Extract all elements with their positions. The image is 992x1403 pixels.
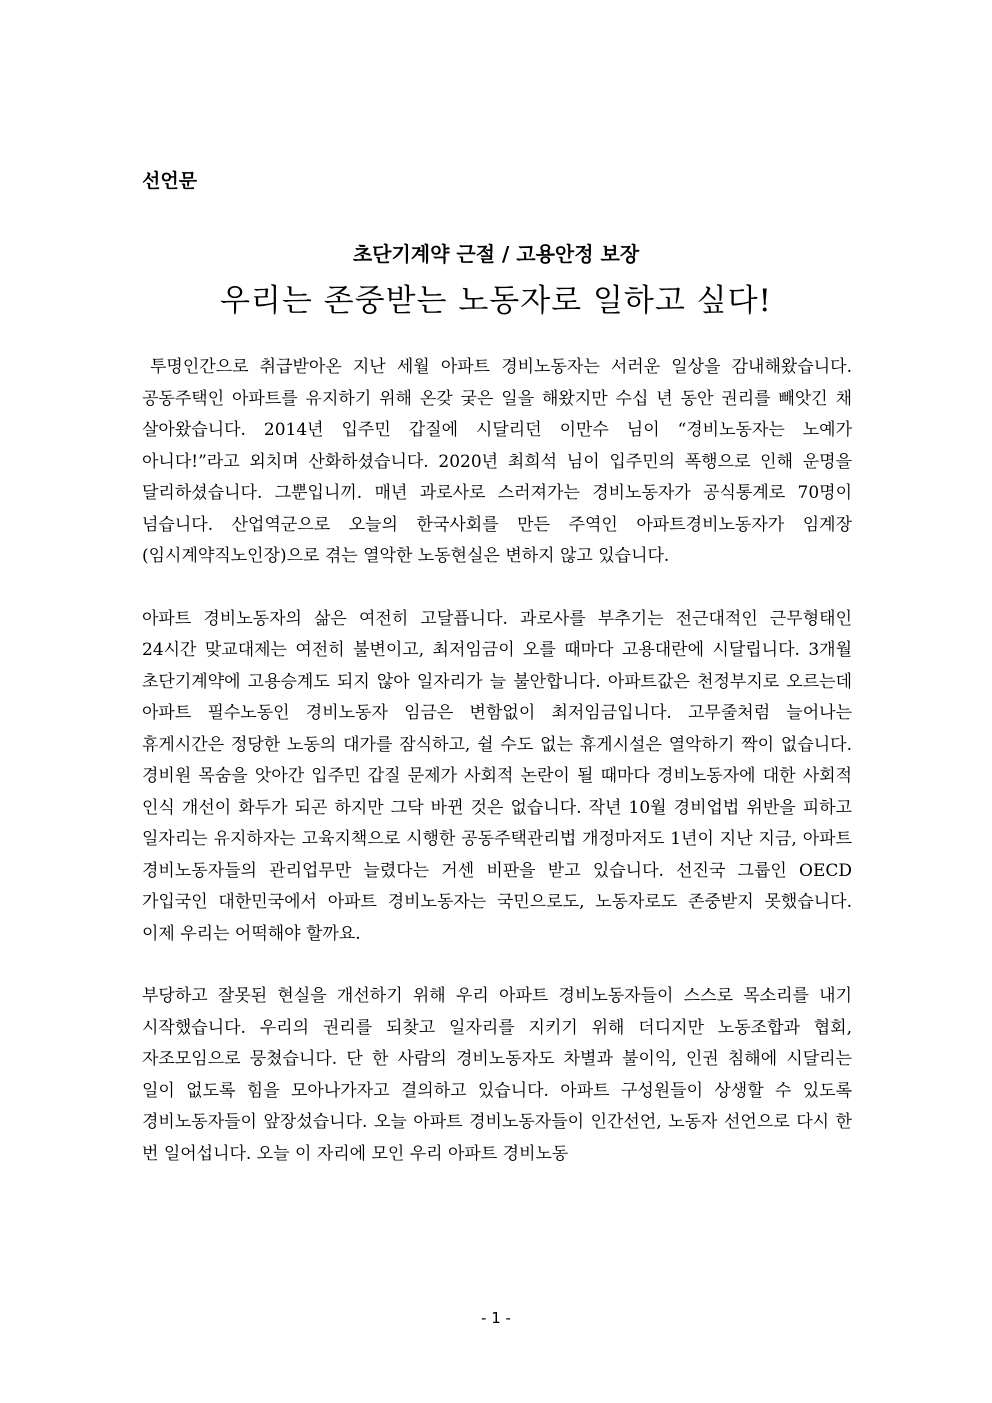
- paragraph-3: 부당하고 잘못된 현실을 개선하기 위해 우리 아파트 경비노동자들이 스스로 목소리를 내기 시작했습니다. 우리의 권리를 되찾고 일자리를 지키기 위해 더디지만 노동조합과 협회, 자조모임으로 뭉쳤습니다. 단 한 사람의 경비노동자도 차별과 불이익, 인권 침해에 시달리는 일이 없도록 힘을 모아나가자고 결의하고 있습니다. 아파트 구성원들이 상생할 수 있도록 경비노동자들이 앞장섰습니다. 오늘 아파트 경비노동자들이 인간선언, 노동자 선언으로 다시 한 번 일어섭니다. 오늘 이 자리에 모인 우리 아파트 경비노동: [142, 986, 852, 1164]
- paragraph-2: 아파트 경비노동자의 삶은 여전히 고달픕니다. 과로사를 부추기는 전근대적인 근무형태인 24시간 맞교대제는 여전히 불변이고, 최저임금이 오를 때마다 고용대란에 시달립니다. 3개월 초단기계약에 고용승계도 되지 않아 일자리가 늘 불안합니다. 아파트값은 천정부지로 오르는데 아파트 필수노동인 경비노동자 임금은 변함없이 최저임금입니다. 고무줄처럼 늘어나는 휴게시간은 정당한 노동의 대가를 잠식하고, 쉴 수도 없는 휴게시설은 열악하기 짝이 없습니다. 경비원 목숨을 앗아간 입주민 갑질 문제가 사회적 논란이 될 때마다 경비노동자에 대한 사회적 인식 개선이 화두가 되곤 하지만 그닥 바뀐 것은 없습니다. 작년 10월 경비업법 위반을 피하고 일자리는 유지하자는 고육지책으로 시행한 공동주택관리법 개정마저도 1년이 지난 지금, 아파트 경비노동자들의 관리업무만 늘렸다는 거센 비판을 받고 있습니다. 선진국 그룹인 OECD 가입국인 대한민국에서 아파트 경비노동자는 국민으로도, 노동자로도 존중받지 못했습니다. 이제 우리는 어떡해야 할까요.: [142, 608, 852, 944]
- document-subtitle: 초단기계약 근절 / 고용안정 보장: [352, 242, 640, 266]
- document-label: 선언문: [142, 170, 198, 192]
- page-number: - 1 -: [481, 1309, 511, 1327]
- document-title: 우리는 존중받는 노동자로 일하고 싶다!: [219, 283, 772, 319]
- paragraph-1: 투명인간으로 취급받아온 지난 세월 아파트 경비노동자는 서러운 일상을 감내해왔습니다. 공동주택인 아파트를 유지하기 위해 온갖 궂은 일을 해왔지만 수십 년 동안 권리를 빼앗긴 채 살아왔습니다. 2014년 입주민 갑질에 시달리던 이만수 님이 “경비노동자는 노예가 아니다!”라고 외치며 산화하셨습니다. 2020년 최희석 님이 입주민의 폭행으로 인해 운명을 달리하셨습니다. 그뿐입니끼. 매년 과로사로 스러져가는 경비노동자가 공식통계로 70명이 넘습니다. 산업역군으로 오늘의 한국사회를 만든 주역인 아파트경비노동자가 임계장(임시계약직노인장)으로 겪는 열악한 노동현실은 변하지 않고 있습니다.: [142, 357, 852, 566]
- document-body: [142, 352, 852, 1170]
